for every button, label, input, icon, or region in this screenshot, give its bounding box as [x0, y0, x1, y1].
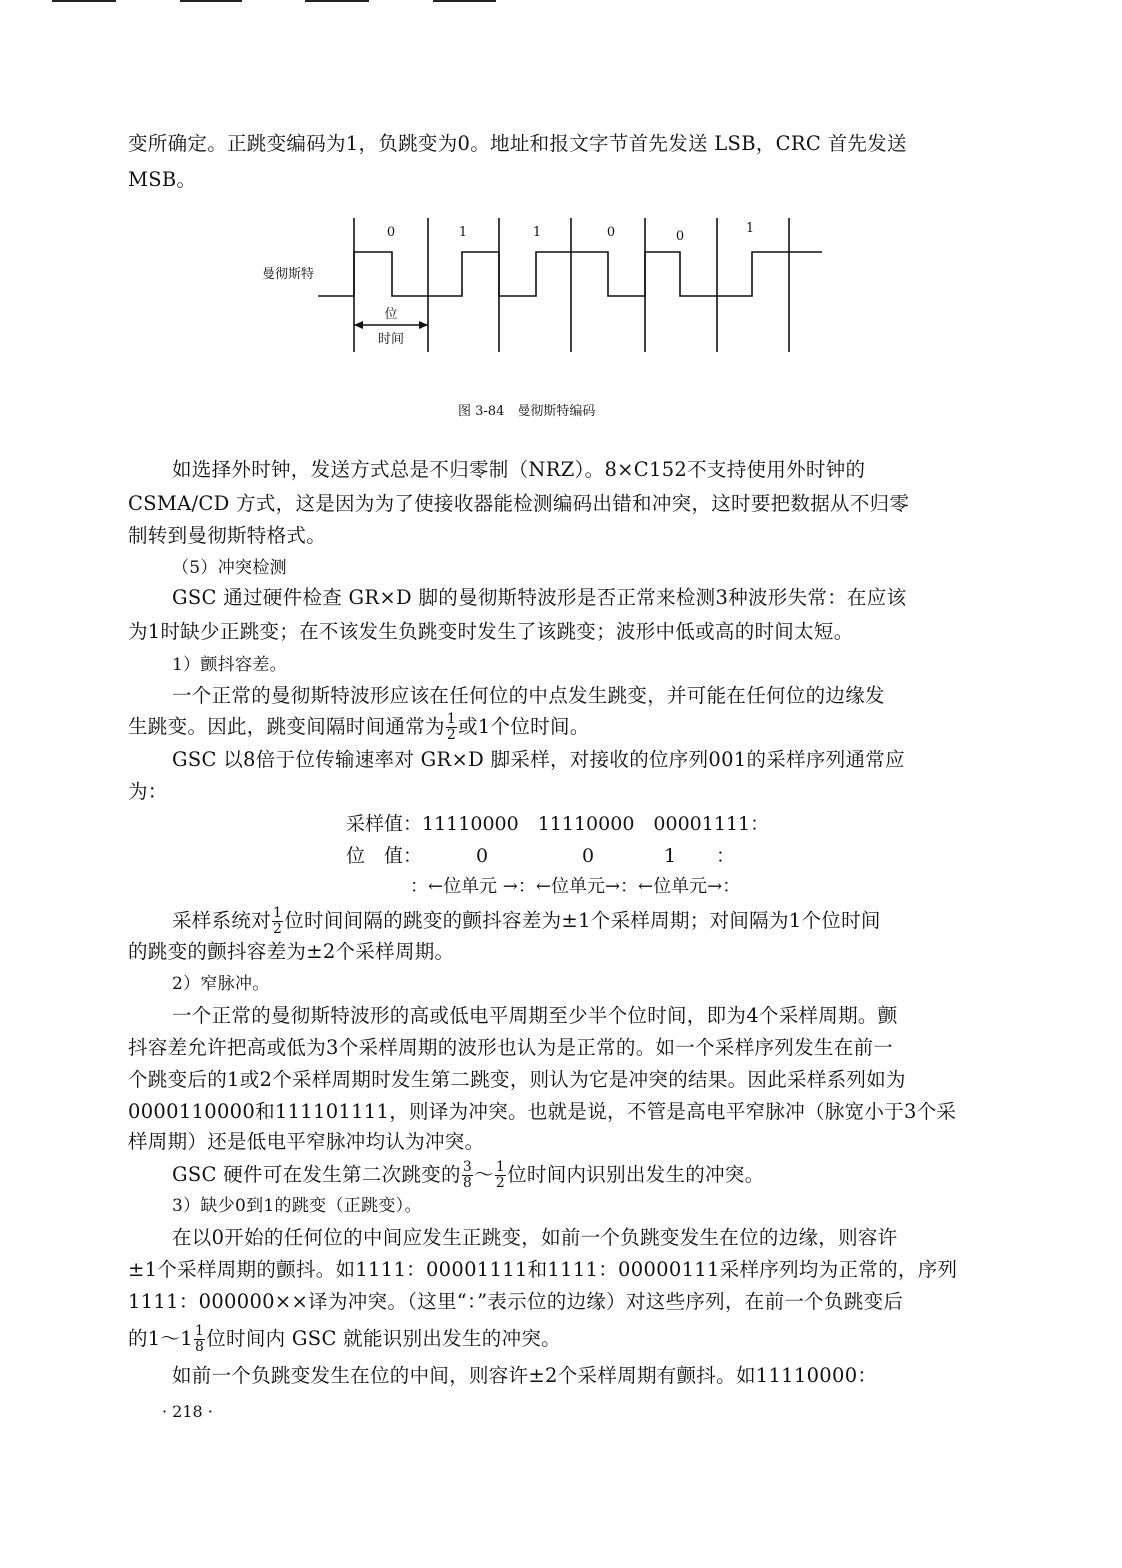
text-line: 制转到曼彻斯特格式。	[128, 524, 327, 547]
text-line: ±1个采样周期的颤抖。如1111：00001111和1111：00000111采样序列均为正常的，序列	[128, 1258, 958, 1281]
fraction-denominator: 2	[446, 727, 457, 743]
text-line: 为1时缺少正跳变；在不该发生负跳变时发生了该跳变；波形中低或高的时间太短。	[128, 620, 854, 643]
text-line: MSB。	[128, 168, 197, 191]
bit-time-label: 时间	[377, 332, 405, 347]
fraction	[495, 1160, 506, 1191]
bit-label: 0	[386, 225, 396, 240]
fraction-denominator: 8	[195, 1339, 205, 1355]
bit-value-label: 位 值：	[346, 845, 423, 867]
sample-value-row: 采样值：11110000 11110000 00001111：	[346, 813, 770, 835]
bit-label: 0	[606, 225, 616, 240]
text-line	[128, 1324, 561, 1355]
subsection-heading: 2）窄脉冲。	[172, 974, 270, 994]
text-line: 如前一个负跳变发生在位的中间，则容许±2个采样周期有颤抖。如11110000：	[172, 1364, 878, 1387]
fraction	[272, 906, 283, 937]
subsection-heading: 1）颤抖容差。	[172, 655, 287, 675]
bit-value: 0	[582, 845, 595, 867]
text-line: 如选择外时钟，发送方式总是不归零制（NRZ）。8×C152不支持使用外时钟的	[172, 458, 866, 481]
fraction-numerator: 3	[462, 1159, 473, 1175]
text-line: GSC 以8倍于位传输速率对 GR×D 脚采样，对接收的位序列001的采样序列通常应	[172, 748, 905, 771]
text-span: 生跳变。因此，跳变间隔时间通常为	[128, 715, 445, 738]
text-span: 或1个位时间。	[458, 715, 590, 738]
fraction	[446, 712, 457, 743]
fraction-numerator: 1	[195, 1323, 205, 1339]
fraction-denominator: 8	[462, 1175, 473, 1191]
text-line	[128, 712, 590, 743]
text-span: 位时间间隔的跳变的颤抖容差为±1个采样周期；对间隔为1个位时间	[284, 909, 881, 932]
signal-label: 曼彻斯特	[262, 267, 315, 282]
text-line: 样周期）还是低电平窄脉冲均认为冲突。	[128, 1130, 485, 1153]
text-line: 为：	[128, 780, 168, 803]
arrow-left	[354, 321, 363, 329]
text-line: GSC 通过硬件检查 GR×D 脚的曼彻斯特波形是否正常来检测3种波形失常：在应该	[172, 586, 907, 609]
text-span: 采样系统对	[172, 909, 272, 932]
page-number: · 218 ·	[162, 1402, 213, 1421]
bit-label: 0	[675, 229, 685, 244]
fraction-numerator: 1	[273, 905, 283, 921]
text-line: 在以0开始的任何位的中间应发生正跳变，如前一个负跳变发生在位的边缘，则容许	[172, 1226, 898, 1249]
text-span: 位时间内识别出发生的冲突。	[507, 1163, 765, 1186]
text-line: 个跳变后的1或2个采样周期时发生第二跳变，则认为它是冲突的结果。因此采样系列如为	[128, 1068, 906, 1091]
text-line	[172, 1160, 765, 1191]
fraction-denominator: 2	[273, 921, 283, 937]
text-line	[172, 906, 881, 937]
subsection-heading: 3）缺少0到1的跳变（正跳变）。	[172, 1196, 422, 1216]
text-line: 变所确定。正跳变编码为1，负跳变为0。地址和报文字节首先发送 LSB，CRC 首先发送	[128, 132, 907, 155]
text-span: 位时间内 GSC 就能识别出发生的冲突。	[206, 1327, 561, 1350]
section-heading: （5）冲突检测	[172, 558, 287, 578]
fraction-numerator: 1	[446, 711, 457, 727]
manchester-diagram	[0, 208, 1122, 358]
figure-caption: 图 3-84 曼彻斯特编码	[458, 404, 596, 419]
manchester-waveform	[318, 252, 822, 296]
fraction-denominator: 2	[495, 1175, 506, 1191]
bit-label: 1	[458, 225, 468, 240]
top-rule-3	[305, 0, 369, 2]
text-span: GSC 硬件可在发生第二次跳变的	[172, 1163, 461, 1186]
top-rule-2	[180, 0, 242, 2]
bit-value: 1	[664, 845, 677, 867]
top-rule-1	[52, 0, 116, 2]
bit-value: ：	[716, 845, 736, 867]
fraction	[462, 1160, 473, 1191]
text-span: ～	[474, 1163, 494, 1186]
text-line: 一个正常的曼彻斯特波形的高或低电平周期至少半个位时间，即为4个采样周期。颤	[172, 1004, 898, 1027]
text-line: 0000110000和111101111，则译为冲突。也就是说，不管是高电平窄脉冲（脉宽小于3个采	[128, 1100, 957, 1123]
bit-time-label: 位	[384, 307, 398, 322]
bit-label: 1	[745, 221, 755, 236]
top-rule-4	[433, 0, 496, 2]
fraction	[194, 1324, 205, 1355]
bit-label: 1	[532, 225, 542, 240]
bit-unit-row: ：←位单元 →：←位单元→：←位单元→：	[410, 876, 741, 897]
text-line: 抖容差允许把高或低为3个采样周期的波形也认为是正常的。如一个采样序列发生在前一	[128, 1036, 894, 1059]
fraction-numerator: 1	[495, 1159, 506, 1175]
text-span: 的1～1	[128, 1327, 194, 1350]
bit-value: 0	[476, 845, 489, 867]
text-line: 一个正常的曼彻斯特波形应该在任何位的中点发生跳变，并可能在任何位的边缘发	[172, 684, 885, 707]
text-line: 的跳变的颤抖容差为±2个采样周期。	[128, 940, 455, 963]
text-line: CSMA/CD 方式，这是因为为了使接收器能检测编码出错和冲突，这时要把数据从不归零	[128, 492, 910, 515]
text-line: 1111：000000××译为冲突。（这里“：”表示位的边缘）对这些序列，在前一个负跳变后	[128, 1290, 904, 1313]
arrow-right	[419, 321, 428, 329]
